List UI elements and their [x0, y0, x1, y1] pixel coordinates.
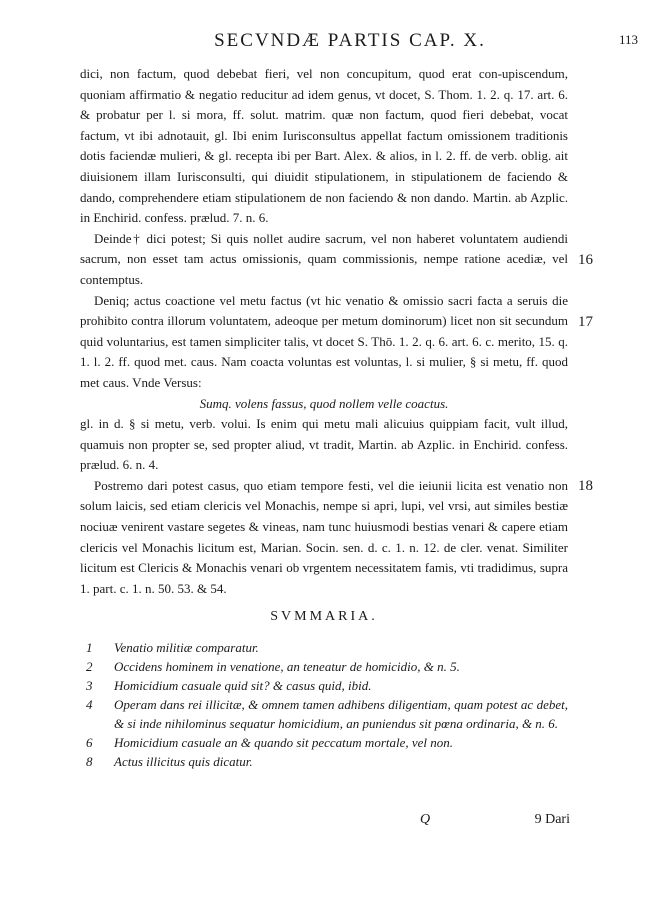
summary-number: 8: [86, 754, 93, 770]
summaria-title: SVMMARIA.: [270, 609, 378, 625]
paragraph: Deinde† dici potest; Si quis nollet audire sacrum, vel non haberet voluntatem audiendi sacrum, non esset tam actus omissionis, quam commissionis, nempe ratione acediæ, vel contemptus.: [80, 230, 568, 287]
paragraph: dici, non factum, quod debebat fieri, vel non concupitum, quod erat con-upiscendum, quoniam affirmatio & negatio reducitur ad idem genus, vt docet, S. Thom. 1. 2. q. 17. art. 6. & probatur per l. si mora, ff. solut. matrim. quæ non factum, quod fieri debebat, vocat factum, vt ibi adnotauit, gl. Ibi enim Iurisconsultus appellat factum omissionem traditionis dotis faciendæ mulieri, & gl. recepta ibi per Bart. Alex. & alios, in l. 2. ff. de verb. oblig. ait diuisionem illam Iurisconsulti, qui diuidit stipulationem, in stipulationem de faciendo & dando, comprehendere etiam stipulationem de non faciendo & non dando. Martin. ab Azplic. in Enchirid. confess. prælud. 7. n. 6.: [80, 66, 568, 226]
margin-number: 18: [578, 478, 593, 494]
summary-text: Venatio militiæ comparatur.: [114, 640, 259, 656]
summaria-list: [80, 638, 568, 771]
page-number: 113: [618, 32, 638, 47]
main-text: [80, 64, 568, 771]
summary-item: [80, 676, 568, 695]
margin-number: 17: [578, 314, 593, 330]
summary-item: [80, 752, 568, 771]
summary-number: 1: [86, 640, 93, 656]
paragraph: gl. in d. § si metu, verb. volui. Is enim qui metu mali alicuius quippiam facit, vult illud, quamuis non propter se, sed propter aliud, vt tradit, Martin. ab Azplic. in Enchirid. confess. prælud. 6. n. 4.: [80, 416, 568, 473]
summary-number: 4: [86, 697, 93, 713]
summary-text: Actus illicitus quis dicatur.: [114, 754, 253, 770]
signature-mark: Q: [420, 812, 431, 827]
summary-text: Homicidium casuale an & quando sit peccatum mortale, vel non.: [114, 735, 454, 751]
summary-text: Homicidium casuale quid sit? & casus quid, ibid.: [114, 678, 372, 694]
verse-line: Sumq. volens fassus, quod nollem velle coactus.: [199, 395, 449, 411]
summary-item: [80, 695, 568, 733]
running-header: [100, 30, 638, 52]
summary-item: [80, 657, 568, 676]
summary-number: 2: [86, 659, 93, 675]
paragraph: Postremo dari potest casus, quo etiam tempore festi, vel die ieiunii licita est venatio non solum laicis, sed etiam clericis vel Monachis, nempe si apri, lupi, vel vrsi, aut similes bestiæ nociuæ venirent vastare segetes & vineas, nam tunc huiusmodi bestias venari & capere etiam clericis vel Monachis licitum est, Marian. Socin. sen. d. c. 1. n. 12. de cler. venat. Similiter licitum est Clericis & Monachis venari ob vrgentem necessitatem famis, vti tradidimus, supra 1. part. c. 1. n. 50. 53. & 54.: [80, 477, 568, 596]
summary-number: 3: [86, 678, 93, 694]
summary-text: Occidens hominem in venatione, an teneatur de homicidio, & n. 5.: [114, 659, 460, 675]
summary-item: [80, 638, 568, 657]
summary-text: Operam dans rei illicitæ, & omnem tamen adhibens diligentiam, quam potest ac debet, & si inde nihilominus sequatur homicidium, an puniendus sit pœna ordinaria, & n. 6.: [114, 697, 568, 732]
paragraph: Deniq; actus coactione vel metu factus (vt hic venatio & omissio sacri facta a seruis die prohibito contra illorum voluntatem, adeoque per metum dominorum) licet non sit secundum quid voluntarius, est tamen simpliciter talis, vt docet S. Thō. 1. 2. q. 6. art. 6. c. merito, 15. q. 1. l. 2. ff. quod met. caus. Nam coacta voluntas est voluntas, l. si mulier, § si metu, ff. quod met caus. Vnde Versus:: [80, 292, 568, 390]
summary-item: [80, 733, 568, 752]
header-title: SECVNDÆ PARTIS CAP. X.: [214, 30, 486, 51]
summary-number: 6: [86, 735, 93, 751]
margin-number: 16: [578, 252, 593, 268]
catchword: 9 Dari: [534, 812, 570, 827]
